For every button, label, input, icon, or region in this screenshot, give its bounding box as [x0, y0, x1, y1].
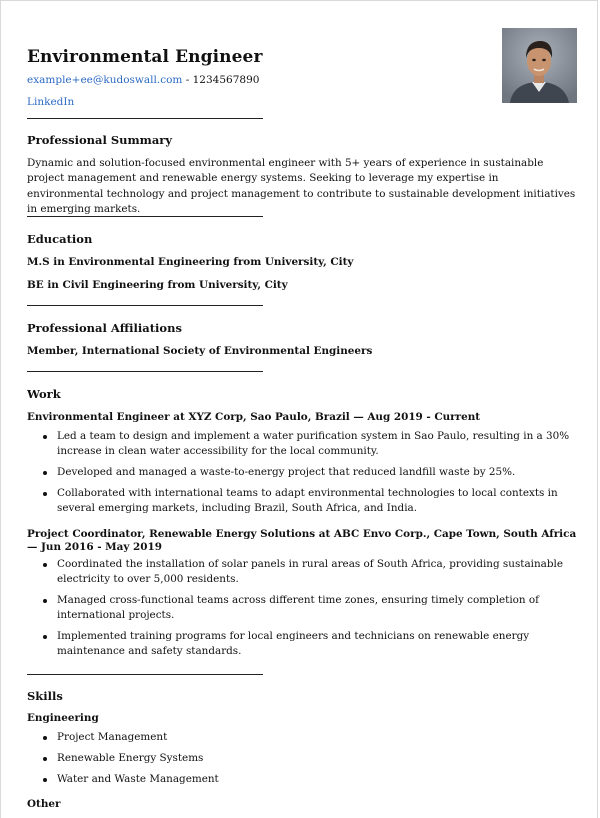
section-divider [27, 216, 263, 217]
affiliation-item: Member, International Society of Environmental Engineers [27, 345, 373, 357]
job-title: Project Coordinator, Renewable Energy Solutions at ABC Envo Corp., Cape Town, South Africa — Jun 2016 - May 2019 [27, 528, 577, 553]
email-link[interactable]: example+ee@kudoswall.com [27, 74, 183, 86]
section-divider [27, 371, 263, 372]
affiliations-heading: Professional Affiliations [27, 321, 182, 335]
profile-photo-image [502, 28, 577, 103]
linkedin-link[interactable]: LinkedIn [27, 96, 75, 108]
education-item: BE in Civil Engineering from University, City [27, 279, 288, 291]
contact-line [27, 73, 259, 87]
job-bullet: Coordinated the installation of solar panels in rural areas of South Africa, providing sustainable electricity to over 5,000 residents. [27, 557, 577, 587]
resume-title: Environmental Engineer [27, 47, 263, 67]
skills-heading: Skills [27, 689, 63, 703]
job-title: Environmental Engineer at XYZ Corp, Sao Paulo, Brazil — Aug 2019 - Current [27, 411, 481, 423]
summary-text: Dynamic and solution-focused environmental engineer with 5+ years of experience in sustainable project management and renewable energy systems. Seeking to leverage my expertise in environmental technology and project management to contribute to sustainable development initiatives in emerging markets. [27, 157, 576, 215]
phone-number: 1234567890 [192, 74, 260, 86]
education-item: M.S in Environmental Engineering from University, City [27, 256, 354, 268]
skill-item: Project Management [27, 730, 577, 745]
job-bullets [27, 557, 577, 659]
skill-group-name: Other [27, 798, 61, 810]
summary-heading: Professional Summary [27, 133, 173, 147]
skill-item: Water and Waste Management [27, 772, 577, 787]
skill-group-name: Engineering [27, 712, 99, 724]
section-divider [27, 305, 263, 306]
job-bullet: Developed and managed a waste-to-energy project that reduced landfill waste by 25%. [27, 465, 577, 480]
job-bullets [27, 429, 577, 516]
job-bullet: Managed cross-functional teams across different time zones, ensuring timely completion of international projects. [27, 593, 577, 623]
contact-separator: - [182, 74, 193, 86]
job-bullet: Led a team to design and implement a water purification system in Sao Paulo, resulting in a 30% increase in clean water accessibility for the local community. [27, 429, 577, 459]
job-bullet: Collaborated with international teams to adapt environmental technologies to local contexts in several emerging markets, including Brazil, South Africa, and India. [27, 486, 577, 516]
skill-item: Renewable Energy Systems [27, 751, 577, 766]
section-divider [27, 118, 263, 119]
profile-photo [502, 28, 577, 103]
skill-list [27, 730, 577, 787]
education-heading: Education [27, 232, 93, 246]
section-divider [27, 674, 263, 675]
work-heading: Work [27, 387, 61, 401]
job-bullet: Implemented training programs for local engineers and technicians on renewable energy maintenance and safety standards. [27, 629, 577, 659]
